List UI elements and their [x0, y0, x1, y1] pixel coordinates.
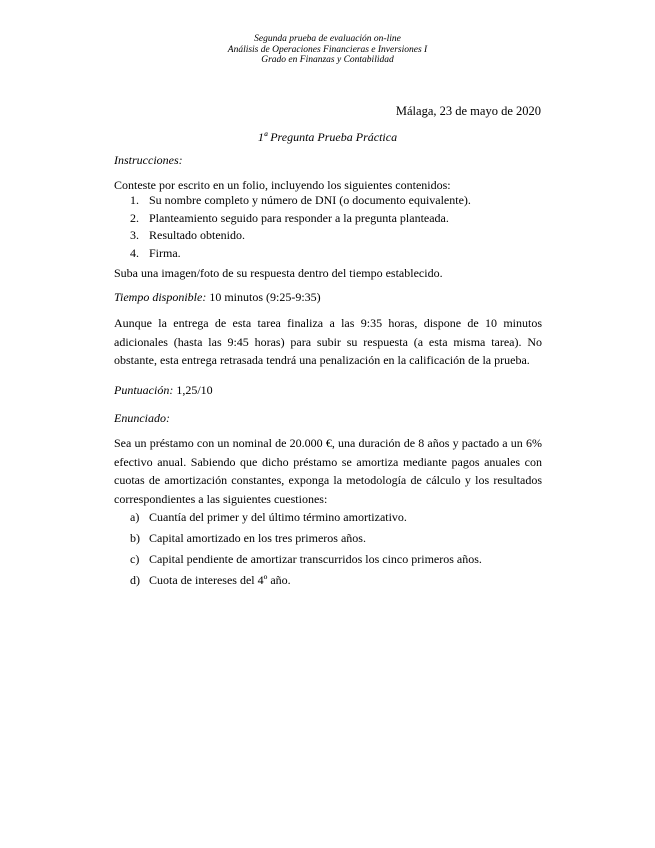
instruction-item [130, 227, 471, 245]
document-date: Málaga, 23 de mayo de 2020 [395, 104, 541, 118]
document-header [0, 34, 655, 66]
header-course-name: Análisis de Operaciones Financieras e Inversiones I [227, 44, 428, 55]
time-available [114, 290, 321, 305]
instruction-item [130, 192, 471, 210]
question-marker: c) [130, 552, 140, 566]
question-text: Capital amortizado en los tres primeros años. [149, 531, 366, 545]
instructions-list [130, 192, 471, 262]
instruction-marker: 4. [130, 245, 139, 260]
question-text: Capital pendiente de amortizar transcurridos los cinco primeros años. [149, 552, 482, 566]
instructions-intro: Conteste por escrito en un folio, incluyendo los siguientes contenidos: [114, 178, 451, 192]
instructions-label: Instrucciones: [114, 153, 183, 167]
question-marker: d) [130, 573, 140, 587]
instruction-text: Resultado obtenido. [149, 228, 245, 242]
score [114, 383, 213, 398]
statement-text: Sea un préstamo con un nominal de 20.000 €, una duración de 8 años y pactado a un 6% efectivo anual. Sabiendo que dicho préstamo se amortiza mediante pagos anuales con cuotas de amortización constantes, exponga la metodología de cálculo y los resultados correspondientes a las siguientes cuestiones: [114, 436, 542, 506]
question-item [130, 507, 482, 528]
upload-instruction: Suba una imagen/foto de su respuesta dentro del tiempo establecido. [114, 266, 443, 280]
instruction-marker: 2. [130, 210, 139, 225]
instruction-item [130, 210, 471, 228]
instruction-marker: 1. [130, 193, 139, 207]
statement-label: Enunciado: [114, 411, 170, 425]
header-degree-name: Grado en Finanzas y Contabilidad [261, 55, 394, 65]
question-marker: a) [130, 510, 140, 524]
score-label: Puntuación: [114, 383, 174, 397]
score-value: 1,25/10 [176, 383, 213, 397]
header-exam-name: Segunda prueba de evaluación on-line [254, 34, 401, 44]
question-item [130, 528, 482, 549]
question-item [130, 549, 482, 570]
instruction-text: Planteamiento seguido para responder a la pregunta planteada. [149, 210, 449, 225]
question-title: 1ª Pregunta Prueba Práctica [257, 130, 398, 144]
instruction-marker: 3. [130, 228, 139, 242]
question-text: Cuota de intereses del 4º año. [149, 573, 291, 587]
question-text: Cuantía del primer y del último término amortizativo. [149, 510, 407, 524]
question-marker: b) [130, 531, 140, 545]
questions-list [130, 507, 482, 591]
instruction-text: Firma. [149, 245, 181, 260]
late-submission-notice: Aunque la entrega de esta tarea finaliza a las 9:35 horas, dispone de 10 minutos adicionales (hasta las 9:45 horas) para subir su respuesta (a esta misma tarea). No obstante, esta entrega retrasada tendrá una penalización en la calificación de la prueba. [114, 316, 542, 367]
time-label: Tiempo disponible: [114, 290, 207, 304]
time-value: 10 minutos (9:25-9:35) [209, 290, 321, 304]
instruction-text: Su nombre completo y número de DNI (o documento equivalente). [149, 193, 471, 207]
instruction-item [130, 245, 471, 263]
question-item [130, 570, 482, 591]
